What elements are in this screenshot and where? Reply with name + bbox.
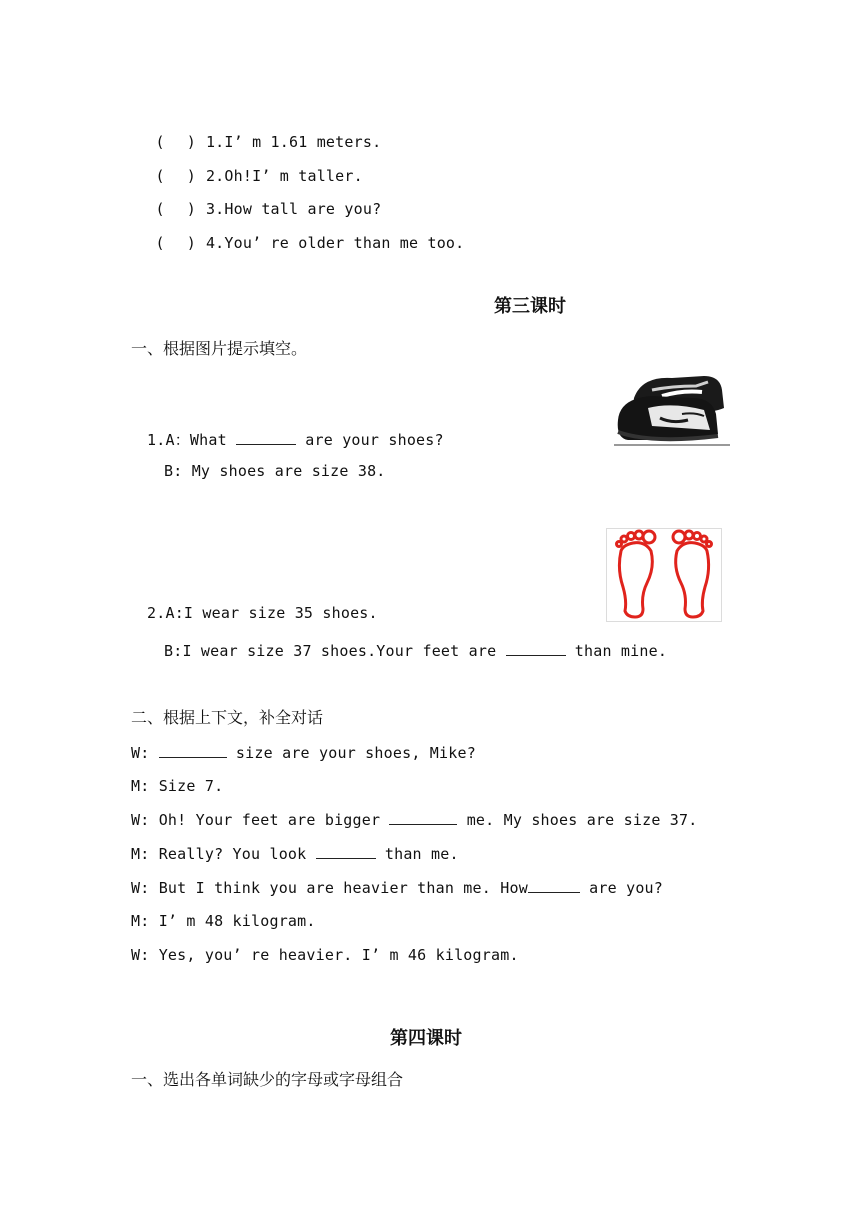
lesson4-section1-heading: 一、选出各单词缺少的字母或字母组合: [131, 1070, 404, 1089]
dialogue-text: M: Really? You look: [131, 845, 316, 863]
section2-heading: 二、根据上下文，补全对话: [131, 708, 324, 727]
dialogue-line-2: M: Size 7.: [131, 777, 224, 795]
answer-paren-close: ): [186, 234, 196, 252]
lesson4-title: 第四课时: [390, 1028, 462, 1049]
q1-line-a: [147, 430, 444, 450]
section1-heading: 一、根据图片提示填空。: [131, 339, 308, 358]
footprints-icon: [606, 528, 722, 622]
sneakers-icon: [612, 368, 732, 448]
q1-line-b: B: My shoes are size 38.: [164, 462, 386, 480]
dialogue-line-4: [131, 844, 459, 864]
dialogue-text: W: But I think you are heavier than me. How: [131, 879, 528, 897]
dialogue-line-7: W: Yes, you’ re heavier. I’ m 46 kilogram.: [131, 946, 519, 964]
answer-blank[interactable]: [236, 430, 296, 445]
answer-paren-open: (: [155, 167, 165, 185]
q1-a-text: 1.A：What: [147, 431, 237, 449]
q2-b-text-end: than mine.: [565, 642, 668, 660]
answer-blank[interactable]: [528, 878, 580, 893]
matching-text: 4.You’ re older than me too.: [205, 234, 465, 252]
matching-item-4: [137, 213, 464, 253]
matching-text: 2.Oh!I’ m taller.: [205, 167, 363, 185]
answer-paren-open: (: [155, 133, 165, 151]
dialogue-text-end: me. My shoes are size 37.: [457, 811, 698, 829]
dialogue-text-end: size are your shoes, Mike?: [226, 744, 476, 762]
q1-a-text-end: are your shoes?: [296, 431, 444, 449]
q2-line-a: 2.A:I wear size 35 shoes.: [147, 604, 378, 622]
dialogue-text-end: are you?: [579, 879, 664, 897]
dialogue-line-5: [131, 878, 663, 898]
matching-text: 3.How tall are you?: [205, 200, 382, 218]
answer-paren-close: ): [186, 200, 196, 218]
answer-paren-close: ): [186, 133, 196, 151]
dialogue-line-6: M: I’ m 48 kilogram.: [131, 912, 316, 930]
dialogue-line-1: [131, 743, 476, 763]
dialogue-text-end: than me.: [375, 845, 459, 863]
answer-blank[interactable]: [506, 641, 566, 656]
answer-blank[interactable]: [159, 743, 227, 758]
answer-blank[interactable]: [389, 810, 457, 825]
answer-blank[interactable]: [316, 844, 376, 859]
dialogue-text: W:: [131, 744, 159, 762]
dialogue-text: W: Oh! Your feet are bigger: [131, 811, 390, 829]
dialogue-line-3: [131, 810, 697, 830]
answer-paren-open: (: [155, 200, 165, 218]
lesson3-title: 第三课时: [494, 296, 566, 317]
answer-paren-close: ): [186, 167, 196, 185]
answer-paren-open: (: [155, 234, 165, 252]
q2-b-text: B:I wear size 37 shoes.Your feet are: [164, 642, 506, 660]
q2-line-b: [164, 641, 667, 661]
matching-text: 1.I’ m 1.61 meters.: [205, 133, 382, 151]
